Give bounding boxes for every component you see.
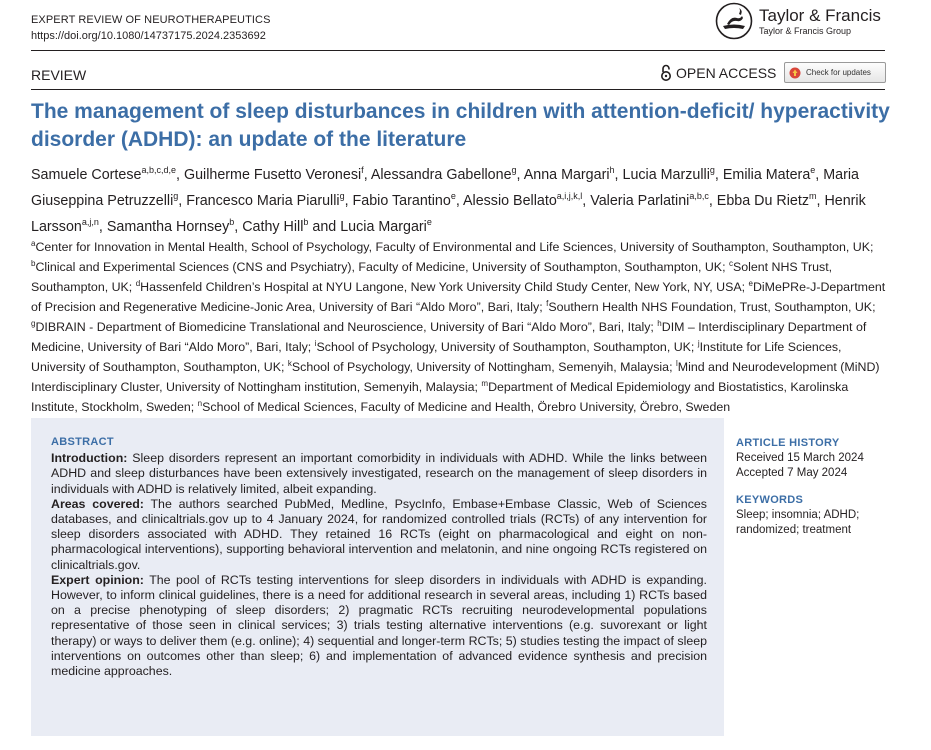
affiliation-marker: c [728, 259, 733, 269]
author-affiliation-marker: g [173, 190, 179, 201]
author-name[interactable]: Lucia Margari [340, 218, 427, 235]
affiliation-text: School of Psychology, University of Nottingham, Semenyih, Malaysia; [291, 360, 676, 375]
article-sidebar [736, 436, 896, 550]
author-name[interactable]: Emilia Matera [722, 166, 811, 183]
affiliation-text: DiMePRe-J-Department of Precision and Regenerative Medicine-Jonic Area, University of Bari “Aldo Moro”, Bari, Italy; [31, 280, 886, 315]
author-separator: , [234, 218, 243, 235]
affiliation-text: DIM – Interdisciplinary Department of Medicine, University of Bari “Aldo Moro”, Bari, Italy; [31, 320, 867, 355]
author-name[interactable]: Francesco Maria Piarulli [186, 192, 340, 209]
abstract-section-text: The pool of RCTs testing interventions for sleep disorders in individuals with ADHD is expanding. However, to inform clinical guidelines, there is a need for additional research in several areas, including 1) RCTs based on a precise phenotyping of sleep disorders; 2) pragmatic RCTs recruiting neurodevelopmental populations representative of those seen in clinical services; 3) trials testing alternative interventions (e.g. suvorexant or light therapy) or ways to deliver them (e.g. online); 4) sequential and longer-term RCTs; 5) studies testing the impact of sleep interventions on outcomes other than sleep; 6) and implementation of advanced evidence synthesis and precision medicine approaches. [51, 572, 707, 679]
author-separator: , [708, 192, 717, 209]
author-separator: , [98, 218, 107, 235]
author-separator: , [516, 166, 524, 183]
author-name[interactable]: Lucia Marzulli [622, 166, 710, 183]
publisher-logo [715, 0, 881, 42]
check-for-updates-label: Check for updates [806, 68, 871, 77]
header-divider [31, 50, 885, 51]
author-affiliation-marker: a,i,j,k,l [556, 190, 583, 201]
affiliation-marker: m [481, 379, 489, 389]
publisher-lamp-icon [715, 2, 753, 40]
affiliation-text: Southern Health NHS Foundation, Trust, Southampton, UK; [548, 300, 876, 315]
article-history [736, 436, 896, 481]
author-name[interactable]: Samuele Cortese [31, 166, 142, 183]
author-list [31, 160, 891, 237]
author-affiliation-marker: h [609, 165, 615, 175]
affiliation-text: Solent NHS Trust, Southampton, UK; [31, 260, 833, 295]
affiliation-text: Mind and Neurodevelopment (MiND) Interdisciplinary Cluster, University of Nottingham institution, Semenyih, Malaysia; [31, 360, 880, 395]
open-access-badge [660, 64, 776, 81]
author-separator: , [176, 166, 184, 183]
accepted-date: Accepted 7 May 2024 [736, 467, 848, 479]
affiliation-marker: k [287, 359, 292, 369]
journal-name: EXPERT REVIEW OF NEUROTHERAPEUTICS [31, 14, 271, 26]
author-name[interactable]: Alessandra Gabellone [370, 166, 512, 183]
affiliation-marker: d [135, 279, 141, 289]
author-name[interactable]: Henrik Larsson [31, 192, 866, 235]
author-name[interactable]: Alessio Bellato [463, 192, 557, 209]
author-separator: , [714, 166, 723, 183]
received-date: Received 15 March 2024 [736, 452, 864, 464]
doi-link[interactable]: https://doi.org/10.1080/14737175.2024.2353692 [31, 30, 266, 42]
affiliation-marker: g [31, 319, 36, 329]
affiliation-marker: b [31, 259, 36, 269]
keywords-heading: KEYWORDS [736, 494, 804, 506]
author-affiliation-marker: a,b,c,d,e [141, 165, 176, 175]
author-affiliation-marker: a,b,c [689, 190, 709, 201]
keywords-list: Sleep; insomnia; ADHD; randomized; treatment [736, 509, 860, 536]
author-separator: , [344, 192, 353, 209]
affiliation-text: Center for Innovation in Mental Health, School of Psychology, Faculty of Environmental and Life Sciences, University of Southampton, Southampton, UK; [35, 240, 874, 255]
affiliation-text: DIBRAIN - Department of Biomedicine Translational and Neuroscience, University of Bari “Aldo Moro”, Bari, Italy; [35, 320, 658, 335]
affiliation-text: School of Medical Sciences, Faculty of Medicine and Health, Örebro University, Örebro, Sweden [202, 400, 731, 415]
open-access-label: OPEN ACCESS [676, 64, 777, 81]
author-affiliation-marker: b [229, 216, 235, 227]
abstract-section-label: Introduction: [51, 451, 128, 466]
author-affiliation-marker: a,j,n [81, 216, 99, 227]
author-name[interactable]: Fabio Tarantino [352, 192, 451, 209]
affiliation-text: Institute for Life Sciences, University of Southampton, Southampton, UK; [31, 340, 842, 375]
abstract-introduction [51, 451, 707, 497]
affiliation-text: School of Psychology, University of Southampton, Southampton, UK; [316, 340, 698, 355]
abstract-section-label: Areas covered: [51, 496, 144, 511]
author-affiliation-marker: e [426, 216, 432, 227]
affiliations [31, 236, 889, 416]
title-divider [31, 89, 885, 90]
publisher-group: Taylor & Francis Group [759, 25, 852, 36]
author-name[interactable]: Cathy Hill [242, 218, 304, 235]
affiliation-marker: l [675, 359, 678, 369]
abstract-section-label: Expert opinion: [51, 572, 144, 587]
abstract-areas-covered [51, 497, 707, 573]
author-separator: , [363, 166, 371, 183]
affiliation-marker: f [546, 299, 549, 309]
abstract-section-text: Sleep disorders represent an important comorbidity in individuals with ADHD. While the links between ADHD and sleep disturbances have been extensively investigated, research on the management of sleep disorders in individuals with ADHD is relatively limited, albeit expanding. [51, 451, 707, 496]
article-title: The management of sleep disturbances in children with attention-deficit/ hyperactivity disorder (ADHD): an update of the literature [31, 100, 890, 151]
affiliation-marker: a [31, 239, 36, 248]
publisher-name: Taylor & Francis [759, 5, 881, 25]
author-affiliation-marker: b [303, 216, 309, 227]
article-history-heading: ARTICLE HISTORY [736, 437, 840, 449]
affiliation-text: Department of Medical Epidemiology and Biostatistics, Karolinska Institute, Stockholm, Sweden; [31, 380, 849, 415]
affiliation-marker: h [657, 319, 662, 329]
author-affiliation-marker: g [339, 190, 345, 201]
abstract-section-text: The authors searched PubMed, Medline, PsycInfo, Embase+Embase Classic, Web of Sciences databases, and clinicaltrials.gov up to 4 January 2024, for randomized controlled trials (RCTs) of any intervention for sleep disorders associated with ADHD. They retained 16 RCTs (eight on pharmacological and eight on non-pharmacological interventions), supporting behavioral intervention and melatonin, and nine ongoing RCTs registered on clinicaltrials.gov. [51, 496, 707, 572]
author-name[interactable]: Samantha Hornsey [106, 218, 230, 235]
affiliation-marker: n [197, 399, 203, 409]
author-name[interactable]: Guilherme Fusetto Veronesi [183, 166, 362, 183]
abstract-heading: ABSTRACT [51, 436, 114, 448]
author-separator: and [308, 218, 341, 235]
author-separator: , [815, 166, 824, 183]
author-separator: , [816, 192, 825, 209]
author-affiliation-marker: f [361, 165, 364, 175]
affiliation-text: Hassenfeld Children’s Hospital at NYU Langone, New York University Child Study Center, New York, NY, USA; [140, 280, 749, 295]
author-affiliation-marker: g [511, 165, 517, 175]
author-name[interactable]: Anna Margari [523, 166, 610, 183]
keywords [736, 493, 896, 538]
affiliation-text: Clinical and Experimental Sciences (CNS and Psychiatry), Faculty of Medicine, University of Southampton, Southampton, UK; [35, 260, 729, 275]
author-separator: , [614, 166, 623, 183]
check-for-updates-button[interactable] [784, 62, 886, 83]
author-name[interactable]: Ebba Du Rietz [716, 192, 809, 209]
author-separator: , [455, 192, 463, 209]
abstract-expert-opinion [51, 573, 707, 679]
author-affiliation-marker: m [808, 190, 817, 201]
author-affiliation-marker: e [450, 190, 456, 201]
author-name[interactable]: Maria Giuseppina Petruzzelli [31, 166, 859, 209]
crossmark-icon [789, 67, 801, 79]
author-affiliation-marker: g [709, 165, 715, 175]
author-name[interactable]: Valeria Parlatini [590, 192, 690, 209]
abstract-box [31, 418, 724, 736]
affiliation-marker: e [748, 279, 753, 289]
affiliation-marker: i [314, 339, 317, 349]
author-separator: , [178, 192, 187, 209]
article-type: REVIEW [31, 67, 87, 83]
author-separator: , [582, 192, 591, 209]
affiliation-marker: j [697, 339, 700, 349]
author-affiliation-marker: e [810, 165, 816, 175]
open-lock-icon [660, 64, 672, 81]
